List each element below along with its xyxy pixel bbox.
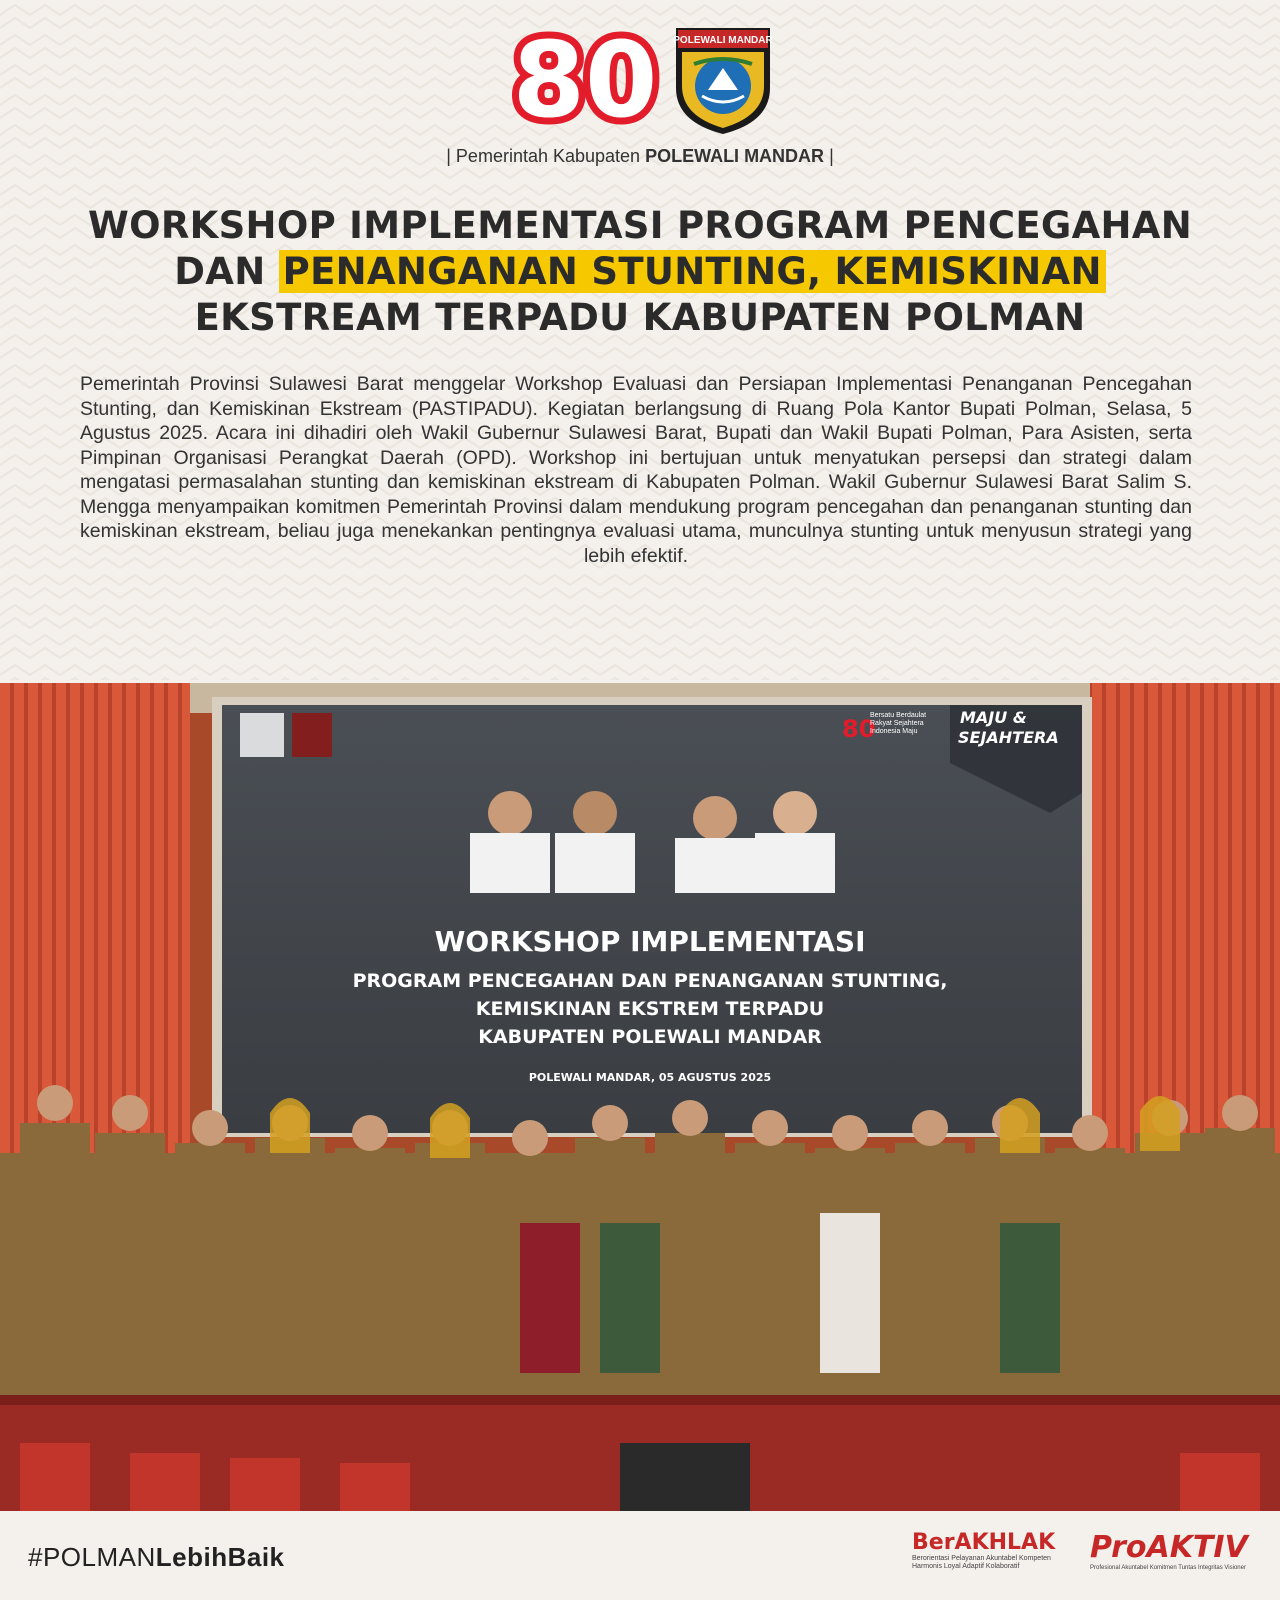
headline-line2-prefix: DAN [174,250,279,293]
berakhlak-sub1: Berorientasi Pelayanan Akuntabel Kompeten [912,1555,1051,1562]
headline-highlight: PENANGANAN STUNTING, KEMISKINAN [279,250,1106,293]
screen-80-mark: 80 [842,715,876,743]
proaktiv-name: ProAKTIV [1090,1530,1248,1565]
headline-line2 [0,249,1280,295]
screen-line2: KEMISKINAN EKSTREM TERPADU [475,998,825,1020]
headline-line1: WORKSHOP IMPLEMENTASI PROGRAM PENCEGAHAN [87,204,1193,247]
article-body: Pemerintah Provinsi Sulawesi Barat menggelar Workshop Evaluasi dan Persiapan Implementasi Penanganan Pencegahan Stunting, dan Kemiskinan Ekstream (PASTIPADU). Kegiatan berlangsung di Ruang Pola Kantor Bupati Polman, Selasa, 5 Agustus 2025. Acara ini dihadiri oleh Wakil Gubernur Sulawesi Barat, Bupati dan Wakil Bupati Polman, Para Asisten, serta Pimpinan Organisasi Perangkat Daerah (OPD). Workshop ini bertujuan untuk menyatukan persepsi dan strategi dalam mengatasi permasalahan stunting dan kemiskinan ekstream di Kabupaten Polman. Wakil Gubernur Sulawesi Barat Salim S. Mengga menyampaikan komitmen Pemerintah Provinsi dalam mendukung program pencegahan dan penanganan stunting dan kemiskinan ekstream, beliau juga menekankan pentingnya evaluasi utama, munculnya stunting untuk menyusun strategi yang lebih efektif. [80,373,1192,567]
proaktiv-sub: Profesional Akuntabel Komitmen Tuntas Integritas Visioner [1090,1565,1246,1571]
anniversary-80-logo [512,19,658,141]
screen-title: WORKSHOP IMPLEMENTASI [434,925,866,958]
headline-line3: EKSTREAM TERPADU KABUPATEN POLMAN [194,296,1086,339]
projector-screen [222,705,1082,1133]
hashtag-prefix: #POLMAN [28,1542,156,1572]
screen-badge-1: MAJU & [960,708,1027,727]
screen-tagline-1: Bersatu Berdaulat [870,712,927,719]
berakhlak-name: BerAKHLAK [912,1530,1056,1555]
headline [0,203,1280,341]
hashtag [28,1542,285,1573]
government-suffix: | [824,146,834,166]
event-group-photo [0,683,1280,1511]
header [0,12,1280,166]
berakhlak-logo [912,1530,1062,1586]
government-name: POLEWALI MANDAR [645,146,825,166]
hashtag-bold: LebihBaik [155,1542,285,1572]
screen-line3: KABUPATEN POLEWALI MANDAR [478,1026,822,1048]
government-label [0,146,1280,167]
polewali-mandar-crest [672,24,774,136]
proaktiv-logo [1090,1530,1260,1586]
crest-text: POLEWALI MANDAR [673,35,773,46]
screen-tagline-2: Rakyat Sejahtera [870,720,924,727]
government-prefix: | Pemerintah Kabupaten [446,146,646,166]
berakhlak-sub2: Harmonis Loyal Adaptif Kolaboratif [912,1563,1020,1570]
anniversary-number: 80 [512,19,658,141]
event-photo-illustration [0,683,1280,1511]
screen-line1: PROGRAM PENCEGAHAN DAN PENANGANAN STUNTING, [352,970,948,992]
screen-badge-2: SEJAHTERA [958,728,1059,747]
screen-date: POLEWALI MANDAR, 05 AGUSTUS 2025 [528,1071,772,1084]
footer [0,1512,1280,1600]
screen-tagline-3: Indonesia Maju [870,728,918,735]
